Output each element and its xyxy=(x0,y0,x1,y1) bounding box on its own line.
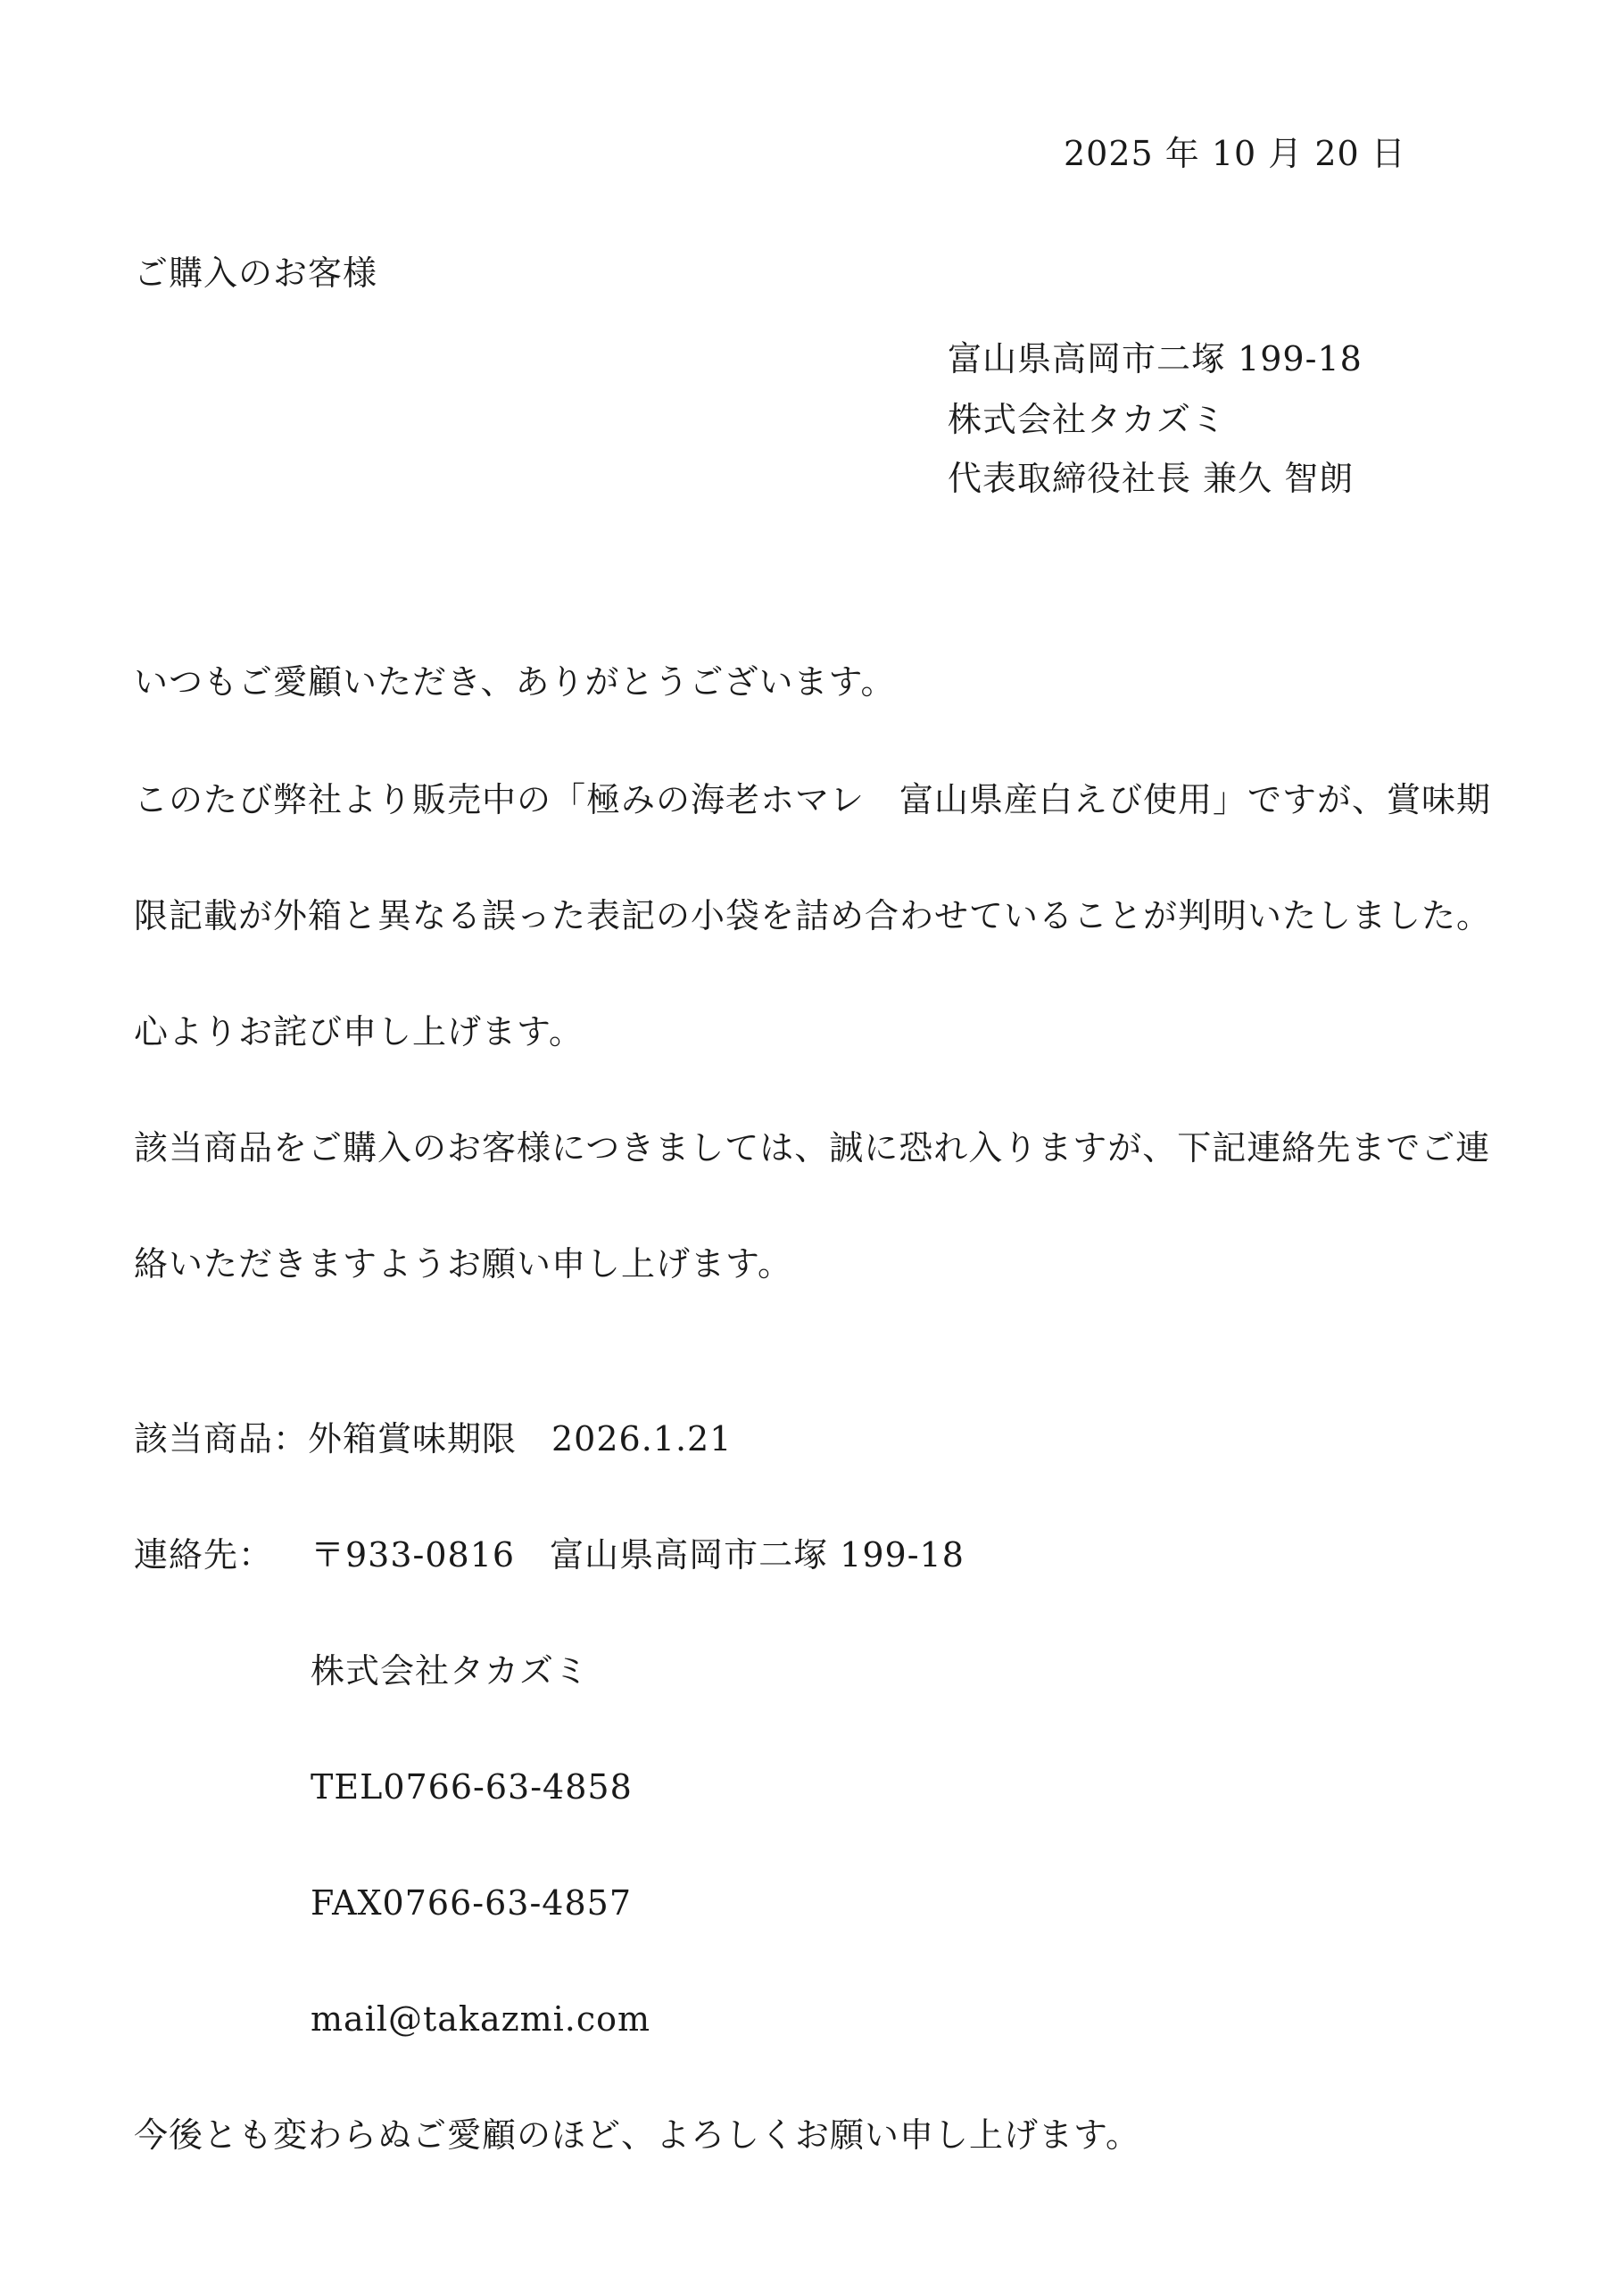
body-paragraph: 限記載が外箱と異なる誤った表記の小袋を詰め合わせていることが判明いたしました。 xyxy=(134,896,1492,935)
body-paragraph: 該当商品をご購入のお客様につきましては、誠に恐れ入りますが、下記連絡先までご連 xyxy=(134,1128,1491,1167)
contact-email: mail@takazmi.com xyxy=(311,1999,651,2039)
body-paragraph: このたび弊社より販売中の「極みの海老ホマレ 富山県産白えび使用」ですが、賞味期 xyxy=(134,780,1492,819)
letter-date: 2025 年 10 月 20 日 xyxy=(1064,134,1406,173)
contact-address: 〒933-0816 富山県高岡市二塚 199-18 xyxy=(311,1535,965,1575)
recipient-salutation: ご購入のお客様 xyxy=(134,253,378,293)
contact-company: 株式会社タカズミ xyxy=(311,1651,590,1691)
affected-product-line: 該当商品：外箱賞味期限 2026.1.21 xyxy=(134,1419,733,1458)
sender-address: 富山県高岡市二塚 199-18 xyxy=(948,339,1363,378)
sender-representative: 代表取締役社長 兼久 智朗 xyxy=(948,459,1355,498)
contact-fax: FAX0766-63-4857 xyxy=(311,1883,633,1923)
sender-company: 株式会社タカズミ xyxy=(948,400,1227,439)
body-paragraph: いつもご愛顧いただき、ありがとうございます。 xyxy=(134,662,896,702)
closing-sentence: 今後とも変わらぬご愛顧のほど、よろしくお願い申し上げます。 xyxy=(134,2115,1140,2155)
contact-tel: TEL0766-63-4858 xyxy=(311,1767,633,1807)
body-paragraph: 心よりお詫び申し上げます。 xyxy=(134,1012,584,1051)
contact-label: 連絡先： xyxy=(134,1535,274,1575)
body-paragraph: 絡いただきますようお願い申し上げます。 xyxy=(134,1244,792,1284)
